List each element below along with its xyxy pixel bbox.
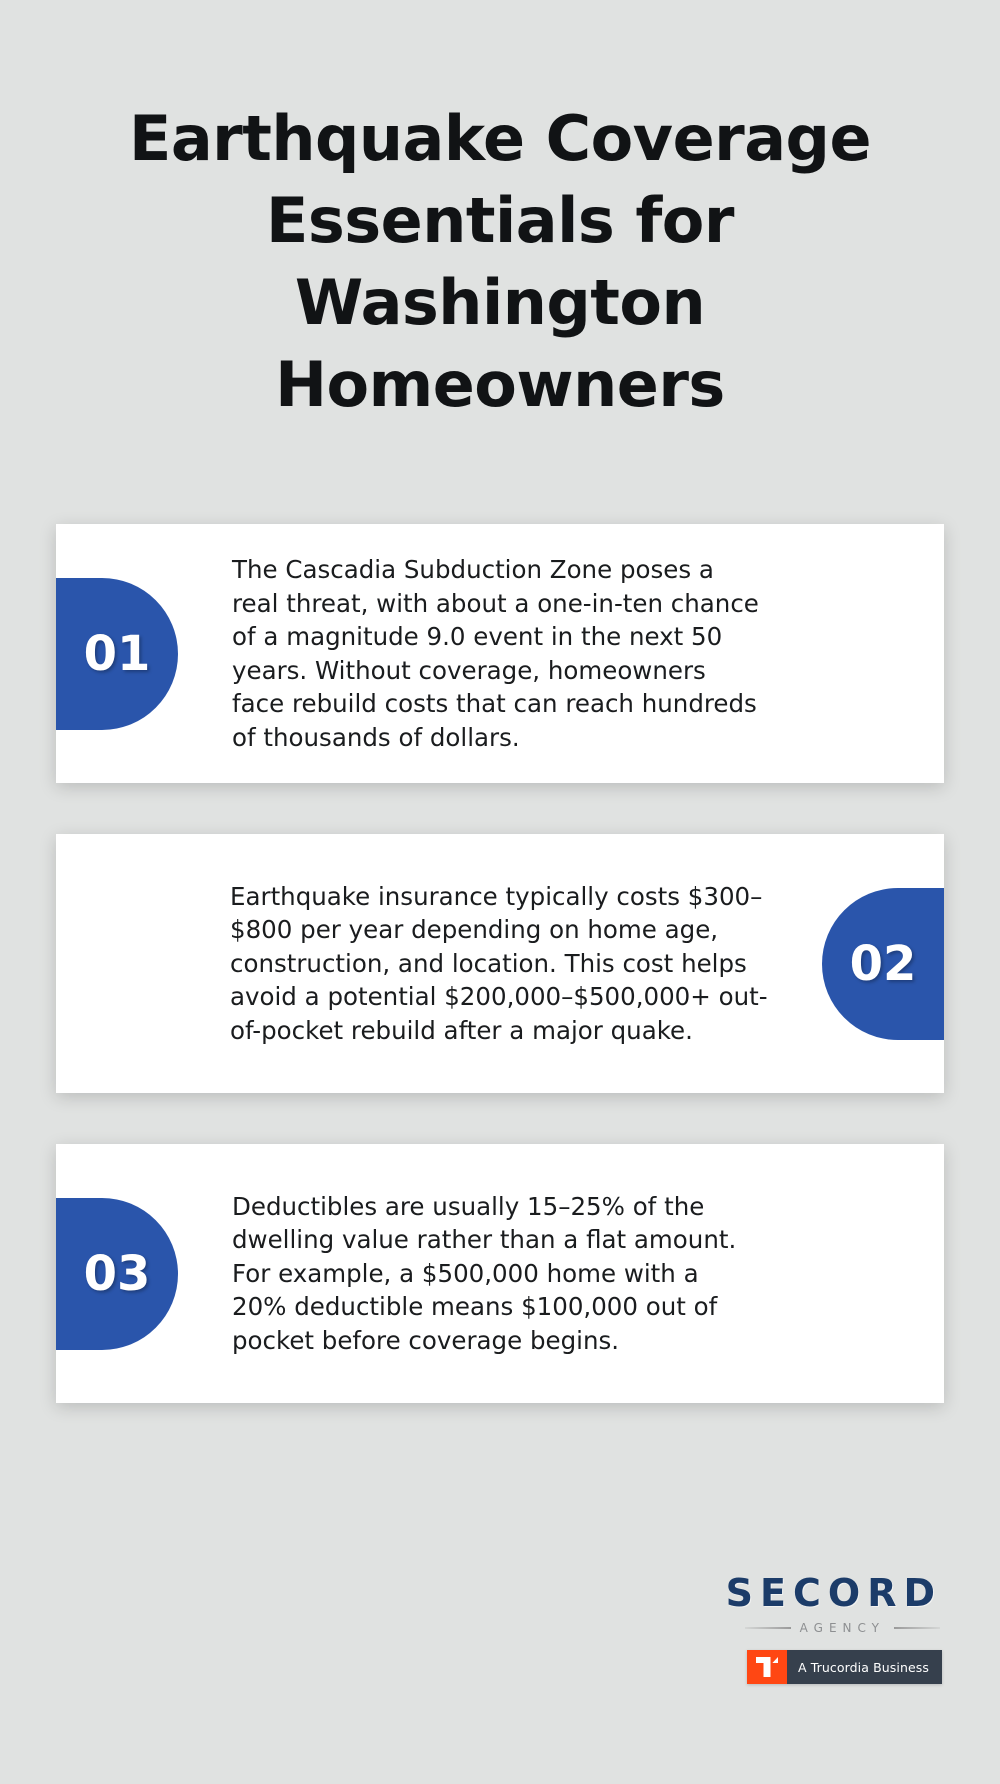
- page-title: Earthquake Coverage Essentials for Washington Homeowners: [128, 102, 871, 421]
- trucordia-partner-badge: [747, 1650, 942, 1684]
- title-section: [0, 0, 1000, 426]
- cards-list: [0, 524, 1000, 1403]
- card-body-text-02: Earthquake insurance typically costs $300–$800 per year depending on home age, construction, and location. This cost helps avoid a potential $200,000–$500,000+ out-of-pocket rebuild after a major quake.: [230, 881, 768, 1045]
- card-number-badge-01: 01: [56, 578, 178, 730]
- brand-logo: [632, 1571, 942, 1684]
- agency-subtitle: AGENCY: [799, 1621, 885, 1635]
- trucordia-badge-label: A Trucordia Business: [787, 1650, 942, 1684]
- rule-right-decoration: [894, 1627, 940, 1629]
- info-card-02: [56, 834, 944, 1093]
- card-number-badge-03: 03: [56, 1198, 178, 1350]
- trucordia-t-icon: [747, 1650, 787, 1684]
- card-number-badge-02: 02: [822, 888, 944, 1040]
- agency-subtitle-row: [745, 1621, 940, 1635]
- info-card-01: [56, 524, 944, 783]
- card-body-text-03: Deductibles are usually 15–25% of the dwelling value rather than a flat amount. For example, a $500,000 home with a 20% deductible means $100,000 out of pocket before coverage begins.: [232, 1191, 737, 1355]
- secord-wordmark: SECORD: [725, 1571, 942, 1615]
- info-card-03: [56, 1144, 944, 1403]
- card-body-text-01: The Cascadia Subduction Zone poses a real threat, with about a one-in-ten chance of a magnitude 9.0 event in the next 50 years. Without coverage, homeowners face rebuild costs that can reach hundreds of thousands of dollars.: [232, 555, 759, 752]
- rule-left-decoration: [745, 1627, 791, 1629]
